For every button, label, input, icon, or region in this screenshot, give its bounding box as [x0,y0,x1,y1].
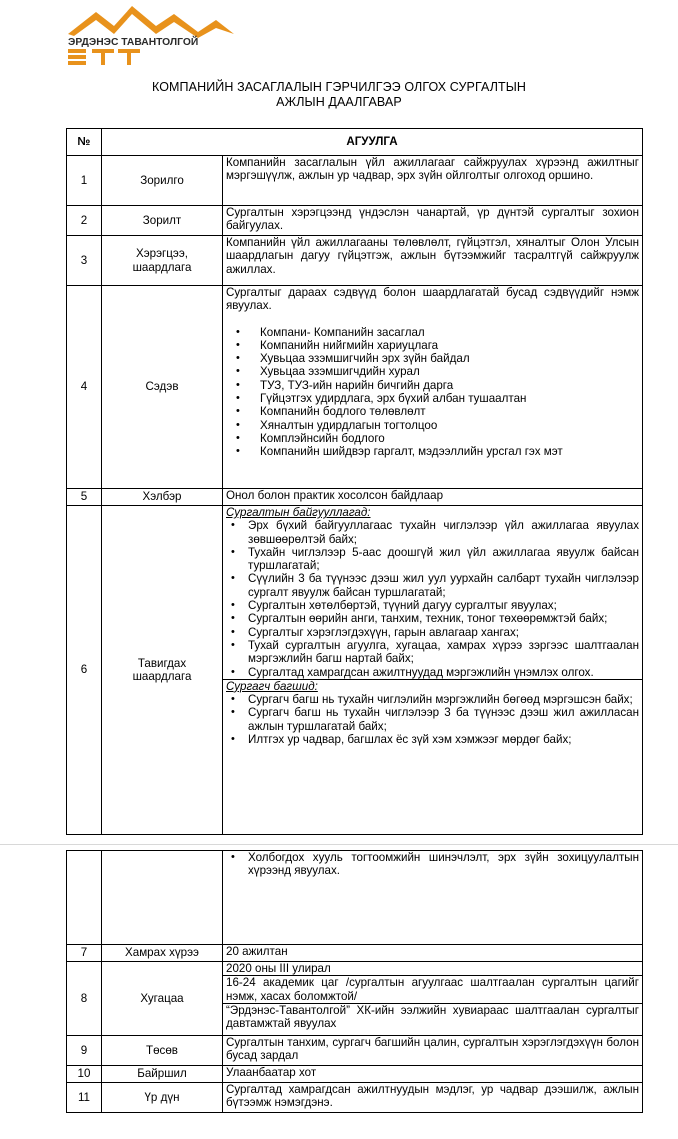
table-row [67,1083,643,1113]
list-item: • Илтгэх ур чадвар, багшлах ёс зүй хэм хэмжээг мөрдөг байх; [248,733,639,746]
list-item: • ТУЗ, ТУЗ-ийн нарийн бичгийн дарга [260,379,639,392]
teacher-requirements-list-cont [226,851,639,878]
row-label: Зорилго [102,156,223,206]
row-label: Зорилт [102,206,223,236]
list-item: • Компанийн нийгмийн хариуцлага [260,339,639,352]
row-text: Компанийн засаглалын үйл ажиллагааг сайжруулах хүрээнд ажилтныг мэргэшүүлж, ажлын ур чадвар, эрх зүйн ойлголтыг олгоход оршино. [223,156,643,206]
title-line-2: АЖЛЫН ДААЛГАВАР [276,95,402,109]
list-item: • Хяналтын удирдлагын тогтолцоо [260,419,639,432]
topic-intro: Сургалтыг дараах сэдвүүд болон шаардлагатай бусад сэдвүүдийг нэмж явуулах. [226,286,639,313]
row-number: 9 [67,1036,102,1066]
row-number: 5 [67,489,102,506]
table-row [67,206,643,236]
org-requirements-list [226,519,639,679]
list-item: • Компанийн бодлого төлөвлөлт [260,405,639,418]
row-text: Онол болон практик хосолсон байдлаар [223,489,643,506]
row-text: Компанийн үйл ажиллагааны төлөвлөлт, гүйцэтгэл, хяналтыг Олон Улсын шаардлагын дагуу гүйцэтгэж, ажлын бүтээмжийг тасралтгүй сайжруулж ажиллах. [223,236,643,286]
table-row [67,286,643,489]
row-number: 1 [67,156,102,206]
row-content [223,506,643,835]
topic-list [226,326,639,459]
row-label: Төсөв [102,1036,223,1066]
list-item: • Сургагч багш нь тухайн чиглэлийн мэргэжлийн бөгөөд мэргэшсэн байх; [248,693,639,706]
list-item: • Хувьцаа эзэмшигчийн эрх зүйн байдал [260,352,639,365]
list-item: • Компанийн шийдвэр гаргалт, мэдээллийн урсгал гэх мэт [260,445,639,458]
list-item: • Хувьцаа эзэмшигчдийн хурал [260,365,639,378]
company-logo [66,4,236,66]
row-content [223,286,643,489]
row-content [223,962,643,1036]
list-item: • Компани- Компанийн засаглал [260,326,639,339]
row-number: 6 [67,506,102,835]
list-item: • Эрх бүхий байгууллагаас тухайн чиглэлээр үйл ажиллагаа явуулах зөвшөөрөлтэй байх; [248,519,639,546]
table-row [67,1066,643,1083]
header-number: № [67,129,102,156]
row-label: Хамрах хүрээ [102,945,223,962]
row-number [67,851,102,945]
table-row [67,506,643,835]
row-label: Хэлбэр [102,489,223,506]
row-text: Сургалтад хамрагдсан ажилтнуудын мэдлэг, ур чадвар дээшилж, ажлын бүтээмж нэмэгдэнэ. [223,1083,643,1113]
row-number: 8 [67,962,102,1036]
list-item: • Сүүлийн 3 ба түүнээс дээш жил уул уурхайн салбарт тухайн чиглэлээр сургалт явуулж байсан туршлагатай; [248,572,639,599]
table-row [67,156,643,206]
task-table [66,128,643,835]
row-label: Үр дүн [102,1083,223,1113]
row-number: 10 [67,1066,102,1083]
list-item: • Сургалтыг хэрэглэгдэхүүн, гарын авлагаар хангах; [248,626,639,639]
teacher-heading: Сургагч багшид: [226,679,318,693]
title-line-1: КОМПАНИЙН ЗАСАГЛАЛЫН ГЭРЧИЛГЭЭ ОЛГОХ СУРГАЛТЫН [151,80,527,94]
row-number: 4 [67,286,102,489]
row-label: Хэрэгцээ, шаардлага [102,236,223,286]
table-row [67,236,643,286]
row-content [223,851,643,945]
teacher-requirements-list [226,693,639,746]
row-text: Сургалтын хэрэгцээнд үндэслэн чанартай, үр дүнтэй сургалтыг зохион байгуулах. [223,206,643,236]
list-item: • Холбогдох хууль тогтоомжийн шинэчлэлт, эрх зүйн зохицуулалтын хүрээнд явуулах. [248,851,639,878]
duration-part: 16-24 академик цаг /сургалтын агуулгаас шалтгаалан сургалтын цагийг нэмж, хасах боломжтой/ [223,976,642,1004]
row-text: Сургалтын танхим, сургагч багшийн цалин, сургалтын хэрэглэгдэхүүн болон бусад зардал [223,1036,643,1066]
row-number: 2 [67,206,102,236]
list-item: • Тухай сургалтын агуулга, хугацаа, хамрах хүрээ зэргээс шалтгаалан мэргэжлийн багш нартай байх; [248,639,639,666]
list-item: • Сургалтын өөрийн анги, танхим, техник, тоног төхөөрөмжтэй байх; [248,612,639,625]
duration-part: 2020 оны III улирал [223,962,642,976]
table-row [67,962,643,1036]
page-separator [0,844,678,845]
row-text: 20 ажилтан [223,945,643,962]
table-row [67,945,643,962]
list-item: • Комплэйнсийн бодлого [260,432,639,445]
row-label: Хугацаа [102,962,223,1036]
row-label [102,851,223,945]
row-number: 7 [67,945,102,962]
list-item: • Гүйцэтгэх удирдлага, эрх бүхий албан тушаалтан [260,392,639,405]
row-label: Сэдэв [102,286,223,489]
document-title [0,80,678,110]
table-header-row [67,129,643,156]
header-content: АГУУЛГА [102,129,643,156]
row-text: Улаанбаатар хот [223,1066,643,1083]
row-label: Тавигдах шаардлага [102,506,223,835]
row-number: 3 [67,236,102,286]
duration-part: “Эрдэнэс-Тавантолгой” ХК-ийн ээлжийн хувиараас шалтгаалан сургалтыг давтамжтай явуулах [226,1003,639,1031]
list-item: • Сургалтад хамрагдсан ажилтнуудад мэргэжлийн үнэмлэх олгох. [248,666,639,679]
list-item: • Сургалтын хөтөлбөртэй, түүний дагуу сургалтыг явуулах; [248,599,639,612]
table-row [67,851,643,945]
mountain-logo-shape [68,6,234,38]
list-item: • Сургагч багш нь тухайн чиглэлээр 3 ба түүнээс дээш жил ажилласан ажлын туршлагатай байх; [248,706,639,733]
table-row [67,1036,643,1066]
logo-text: ЭРДЭНЭС ТАВАНТОЛГОЙ [68,37,199,48]
table-row [67,489,643,506]
org-heading: Сургалтын байгууллагад: [226,506,371,519]
list-item: • Тухайн чиглэлээр 5-аас доошгүй жил үйл ажиллагаа явуулж байсан туршлагатай; [248,546,639,573]
task-table-continued [66,850,643,1113]
row-label: Байршил [102,1066,223,1083]
row-number: 11 [67,1083,102,1113]
